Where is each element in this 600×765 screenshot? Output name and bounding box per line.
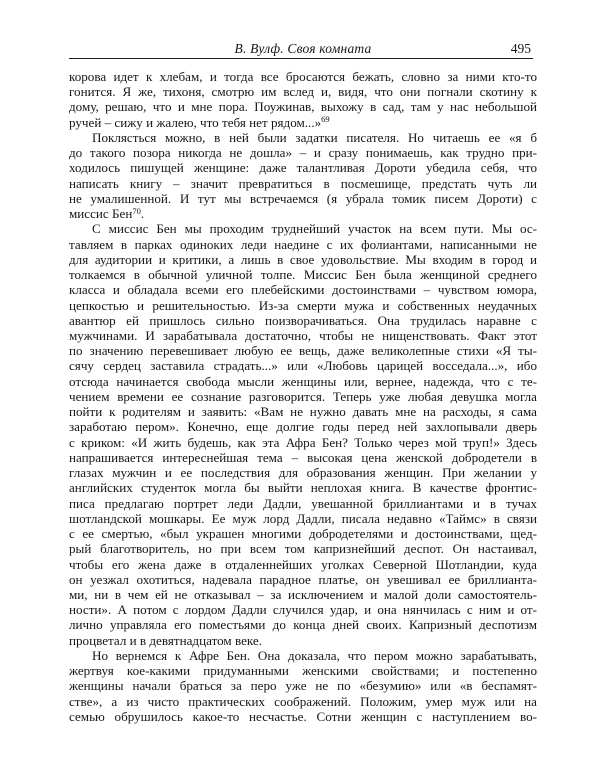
footnote-ref: 70 xyxy=(132,206,141,216)
text-segment: стве», а из чисто практических соображений. Положим, умер муж или на xyxy=(69,693,537,709)
text-line xyxy=(69,526,537,541)
text-segment: лично управляла его поместьями до конца дней своих. Капризный деспотизм xyxy=(69,617,537,633)
text-line xyxy=(69,480,537,495)
text-segment: до такого позора никогда не дошла» – и сразу понимаешь, как трудно при- xyxy=(69,145,537,161)
text-segment: глазах мужчин и ее последствия для образования женщин. При желании у xyxy=(69,465,537,481)
text-line xyxy=(69,298,537,313)
text-segment: сячу сердец заставила страдать...» или «Любовь царицей восседала...», ибо xyxy=(69,358,537,374)
header-divider-rule xyxy=(69,58,533,60)
text-line xyxy=(69,176,537,191)
running-title: В. Вулф. Своя комната xyxy=(234,41,372,56)
text-line xyxy=(69,99,537,114)
text-line xyxy=(69,221,537,236)
paragraph xyxy=(69,221,537,648)
text-segment: женщины начали браться за перо уже не по «безумию» или «в беспамят- xyxy=(69,678,537,694)
text-segment: авантюр ей пришлось сильно поизворачиваться. Она трудилась наравне с xyxy=(69,312,537,328)
text-segment: процветал и в девятнадцатом веке. xyxy=(69,632,263,648)
text-segment: цепкостью и решительностью. Из-за смерти мужа и собственных неудачных xyxy=(69,297,537,313)
text-line xyxy=(69,237,537,252)
text-line xyxy=(69,84,537,99)
text-line xyxy=(69,617,537,632)
text-segment: английских студенток могла бы выйти неплохая книга. В качестве фронтис- xyxy=(69,480,537,496)
paragraph xyxy=(69,130,537,221)
text-line xyxy=(69,69,537,84)
text-line xyxy=(69,374,537,389)
text-segment: Но вернемся к Афре Бен. Она доказала, что пером можно зарабатывать, xyxy=(92,647,537,663)
text-segment: написать книгу – значит превратиться в посмешище, предстать чуть ли xyxy=(69,175,537,191)
text-segment: ручей – сижу и жалею, что тебя нет рядом...» xyxy=(69,114,322,130)
text-segment: класса и обладала всеми его плебейскими достоинствами – чувством юмора, xyxy=(69,282,537,298)
text-line xyxy=(69,343,537,358)
text-line xyxy=(69,663,537,678)
text-segment: шотландской мошкары. Ее муж лорд Дадли, писала недавно «Таймс» в связи xyxy=(69,510,537,526)
text-line xyxy=(69,648,537,663)
text-line xyxy=(69,465,537,480)
text-segment: чтобы его жена даже в отдаленнейших уголках Северной Шотландии, куда xyxy=(69,556,537,572)
text-segment: не умалишенной. И тут мы встречаемся (я убрала томик писем Дороти) с xyxy=(69,190,537,206)
text-segment: ходилось пишущей женщине: даже талантливая Дороти убедила себя, что xyxy=(69,160,537,176)
text-segment: С миссис Бен мы проходим труднейший участок на всем пути. Мы ос- xyxy=(92,221,537,237)
text-line xyxy=(69,678,537,693)
paragraph xyxy=(69,69,537,130)
text-segment: семью обрушилось какое-то несчастье. Сотни женщин с наступлением во- xyxy=(69,708,537,724)
text-line xyxy=(69,313,537,328)
text-block xyxy=(69,69,537,724)
page-header xyxy=(69,41,537,57)
text-segment: чением времени ее сознание разговорится. Теперь уже любая девушка могла xyxy=(69,388,537,404)
text-line xyxy=(69,358,537,373)
text-segment: отсюда начинается свобода мысли женщины или, вернее, надежда, что с те- xyxy=(69,373,537,389)
text-line xyxy=(69,587,537,602)
text-line xyxy=(69,450,537,465)
text-line xyxy=(69,389,537,404)
text-segment: ми, ни в чем ей не отказывал – за исключением и малой доли самостоятель- xyxy=(69,586,537,602)
text-line xyxy=(69,145,537,160)
text-segment: . xyxy=(140,206,145,222)
text-segment: мужчинами. И зарабатывала достаточно, чтобы не нищенствовать. Факт этот xyxy=(69,327,537,343)
text-segment: пойти к родителям и заявить: «Вам не нужно давать мне на расходы, я сама xyxy=(69,404,537,420)
text-segment: писа предлагаю портрет леди Дадли, увешанной бриллиантами и в тучах xyxy=(69,495,537,511)
text-line xyxy=(69,541,537,556)
text-line xyxy=(69,130,537,145)
text-segment: Поклясться можно, в ней были задатки писателя. Но читаешь ее «я б xyxy=(92,129,537,145)
text-segment: миссис Бен xyxy=(69,206,133,222)
text-line xyxy=(69,115,537,130)
text-line xyxy=(69,282,537,297)
text-line xyxy=(69,496,537,511)
text-line xyxy=(69,160,537,175)
text-segment: корова идет к хлебам, и тогда все бросаются бежать, словно за ними кто-то xyxy=(69,69,537,84)
text-line xyxy=(69,404,537,419)
text-line xyxy=(69,206,537,221)
text-segment: для аудитории и критики, а лишь в свое удовольствие. Мы входим в город и xyxy=(69,251,537,267)
text-segment: гонится. Я же, тихоня, смотрю им вслед и, видя, что они погнали скотину к xyxy=(69,84,537,100)
text-segment: напрашивается интереснейшая тема – высокая цена женской добродетели в xyxy=(69,449,537,465)
text-segment: тавляем в парках одиноких леди наедине с их фолиантами, написанными не xyxy=(69,236,537,252)
text-segment: дому, решаю, что и мне пора. Поужинав, выхожу в сад, там у нас небольшой xyxy=(69,99,537,115)
footnote-ref: 69 xyxy=(321,114,330,125)
text-segment: с криком: «И жить будешь, как эта Афра Бен? Только через мой труп!» Здесь xyxy=(69,434,537,450)
text-line xyxy=(69,191,537,206)
text-line xyxy=(69,633,537,648)
text-line xyxy=(69,435,537,450)
text-line xyxy=(69,709,537,724)
text-line xyxy=(69,602,537,617)
text-line xyxy=(69,419,537,434)
text-segment: с ее смертью, «был украшен многими добродетелями и достоинствами, щед- xyxy=(69,526,537,542)
text-segment: ности». А потом с лордом Дадли случился удар, и она нянчилась с ним и от- xyxy=(69,602,537,618)
text-line xyxy=(69,511,537,526)
text-segment: рый благотворитель, но при всем том капризнейший деспот. Он настаивал, xyxy=(69,541,537,557)
text-line xyxy=(69,252,537,267)
text-line xyxy=(69,557,537,572)
text-line xyxy=(69,328,537,343)
text-segment: он уезжал охотиться, надевала парадное платье, он увешивал ее бриллианта- xyxy=(69,571,537,587)
paragraph xyxy=(69,648,537,724)
page-number: 495 xyxy=(510,41,531,56)
text-segment: по значению перевешивает любую ее вещь, даже великолепные стихи «Я ты- xyxy=(69,343,537,359)
text-segment: заработаю пером». Конечно, еще долгие годы перед ней захлопывали дверь xyxy=(69,419,537,435)
text-line xyxy=(69,694,537,709)
text-segment: жертвуя кое-какими придуманными женскими свойствами; и постепенно xyxy=(69,663,537,679)
text-line xyxy=(69,267,537,282)
text-segment: толкаемся в обычной уличной толпе. Миссис Бен была женщиной среднего xyxy=(69,267,537,283)
text-line xyxy=(69,572,537,587)
